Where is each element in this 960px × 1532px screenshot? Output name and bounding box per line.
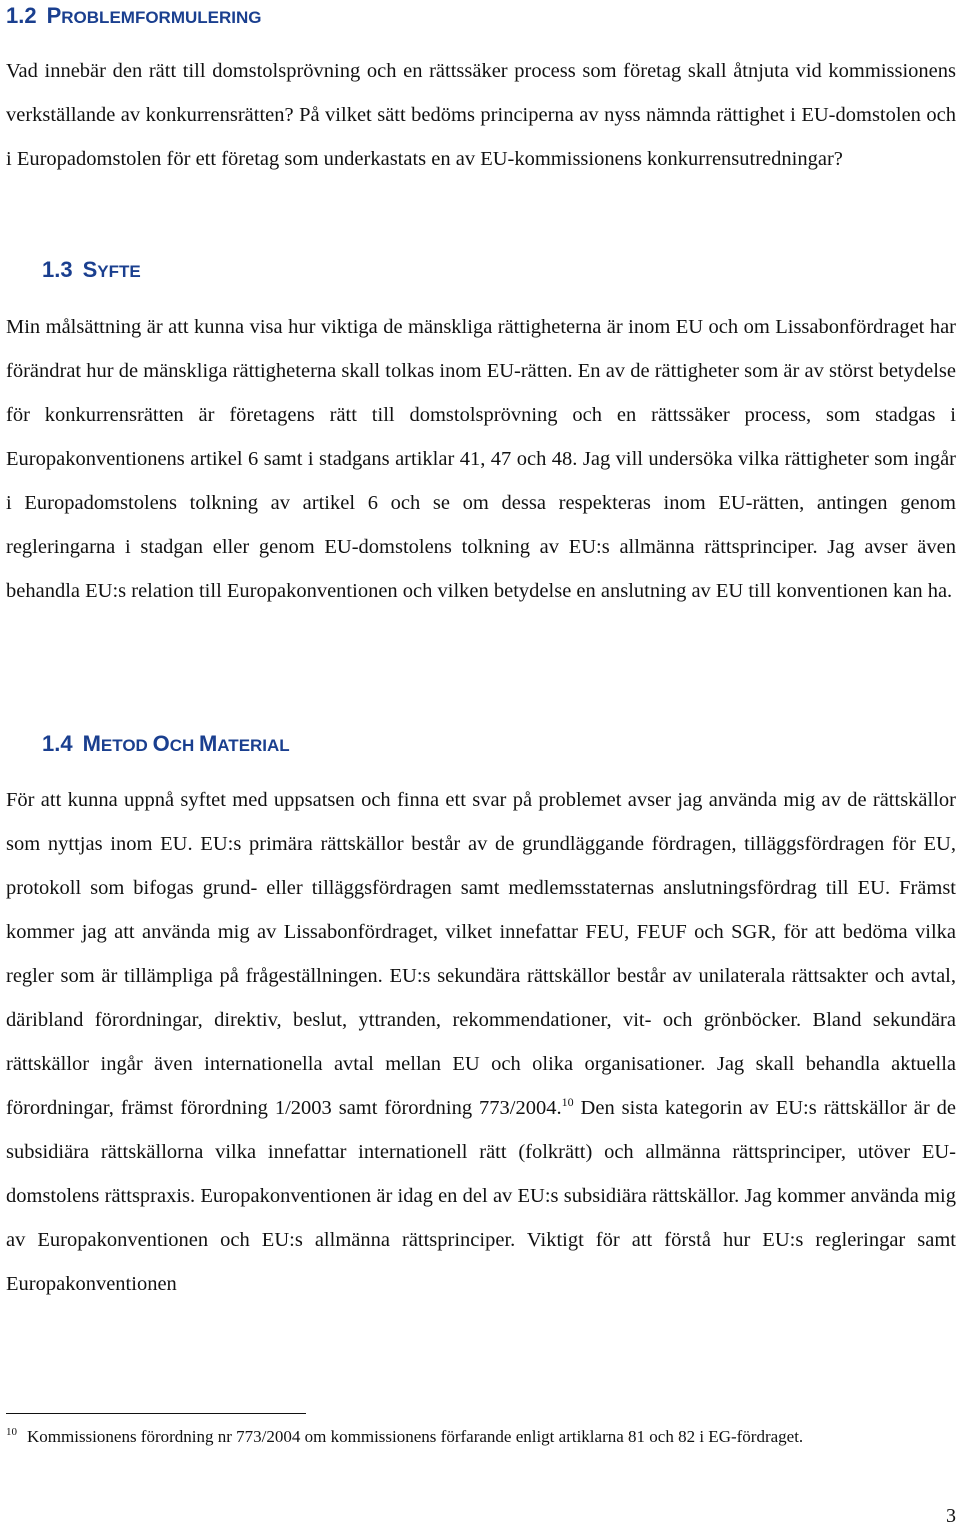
section-number: 1.3 xyxy=(42,257,73,282)
footnote xyxy=(6,1424,956,1450)
section-title-rest: YFTE xyxy=(97,262,141,281)
paragraph-problemformulering: Vad innebär den rätt till domstolsprövning och en rättssäker process som företag skall åtnjuta vid kommissionens verkställande av konkurrensrätten? På vilket sätt bedöms principerna av nyss nämnda rättighet i EU-domstolen och i Europadomstolen för ett företag som underkastats en av EU-kommissionens konkurrensutredningar? xyxy=(6,60,956,170)
paragraph-text-before-note: För att kunna uppnå syftet med uppsatsen och finna ett svar på problemet avser jag använda mig av de rättskällor som nyttjas inom EU. EU:s primära rättskällor består av de grundläggande fördragen, tilläggsfördragen för EU, protokoll som bifogas grund- eller tilläggsfördragen samt medlemsstaternas anslutningsfördrag till EU. Främst kommer jag att använda mig av Lissabonfördraget, vilket innefattar FEU, FEUF och SGR, för att bedöma vilka regler som är tillämpliga på frågeställningen. EU:s sekundära rättskällor består av unilaterala rättsakter och avtal, däribland förordningar, direktiv, beslut, yttranden, rekommendationer, vit- och grönböcker. Bland sekundära rättskällor ingår även internationella avtal mellan EU och olika organisationer. Jag skall behandla aktuella förordningar, främst förordning 1/2003 samt förordning 773/2004. xyxy=(6,789,956,1119)
section-heading-metod-och-material xyxy=(42,732,290,756)
section-title-rest: ROBLEMFORMULERING xyxy=(61,8,262,27)
section-title-initial-o: O xyxy=(152,731,170,756)
footnote-reference[interactable]: 10 xyxy=(561,1095,574,1109)
section-number: 1.2 xyxy=(6,3,37,28)
section-heading-syfte xyxy=(42,258,141,282)
footnote-text: Kommissionens förordning nr 773/2004 om kommissionens förfarande enligt artiklarna 81 och 82 i EG-fördraget. xyxy=(27,1427,804,1446)
section-title-etod: ETOD xyxy=(100,736,153,755)
section-title-aterial: ATERIAL xyxy=(217,736,290,755)
section-title-initial-m: M xyxy=(82,731,101,756)
paragraph-metod-och-material xyxy=(6,778,956,1306)
section-heading-problemformulering xyxy=(6,4,262,28)
paragraph-text-after-note: Den sista kategorin av EU:s rättskällor är de subsidiära rättskällorna vilka innefattar internationell rätt (folkrätt) och allmänna rättsprinciper, utöver EU-domstolens rättspraxis. Europakonventionen är idag en del av EU:s subsidiära rättskällor. Jag kommer använda mig av Europakonventionen och EU:s allmänna rättsprinciper. Viktigt för att förstå hur EU:s regleringar samt Europakonventionen xyxy=(6,1097,956,1295)
section-title-initial: P xyxy=(46,3,62,28)
page-number: 3 xyxy=(946,1505,956,1527)
section-number: 1.4 xyxy=(42,731,73,756)
section-title-ch: CH xyxy=(169,736,199,755)
section-title-initial-m2: M xyxy=(198,731,218,756)
paragraph-syfte: Min målsättning är att kunna visa hur viktiga de mänskliga rättigheterna är inom EU och om Lissabonfördraget har förändrat hur de mänskliga rättigheterna skall tolkas inom EU-rätten. En av de rättigheter som är av störst betydelse för konkurrensrätten är företagens rätt till domstolsprövning och en rättssäker process, som stadgas i Europakonventionens artikel 6 samt i stadgans artiklar 41, 47 och 48. Jag vill undersöka vilka rättigheter som ingår i Europadomstolens tolkning av artikel 6 och se om dessa respekteras inom EU-rätten, antingen genom regleringarna i stadgan eller genom EU-domstolens tolkning av EU:s allmänna rättsprinciper. Jag avser även behandla EU:s relation till Europakonventionen och vilken betydelse en anslutning av EU till konventionen kan ha. xyxy=(6,316,956,602)
footnote-number: 10 xyxy=(6,1426,17,1438)
section-title-initial: S xyxy=(82,257,98,282)
footnote-divider xyxy=(6,1413,306,1414)
